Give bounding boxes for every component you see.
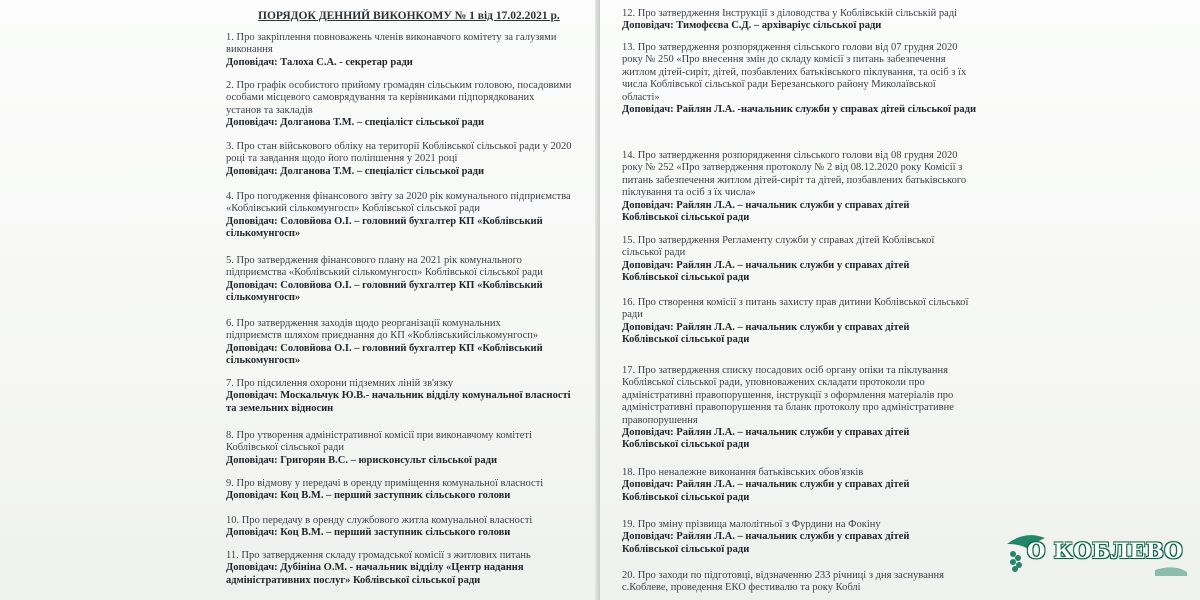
logo-text: О КОБЛЕВО bbox=[1027, 538, 1184, 563]
speaker-line: Доповідач: Райлян Л.А. – начальник служби у справах дітей bbox=[622, 531, 910, 543]
agenda-item bbox=[226, 191, 578, 241]
agenda-item-text: правопорушення bbox=[622, 414, 698, 426]
agenda-item-text: області» bbox=[622, 91, 660, 103]
agenda-item bbox=[226, 515, 578, 540]
agenda-item bbox=[622, 235, 990, 285]
agenda-item-text: 4. Про погодження фінансового звіту за 2020 рік комунального підприємства bbox=[226, 191, 571, 202]
speaker-line: адміністративних послуг» Коблівської сільської ради bbox=[226, 574, 481, 586]
agenda-item-text: 12. Про затвердження Інструкції з діловодства у Коблівській сільській раді bbox=[622, 8, 958, 19]
speaker-line: Доповідач: Соловйова О.І. – головний бухгалтер КП «Коблівський bbox=[226, 215, 543, 227]
agenda-item-text: питань забезпечення житлом дітей-сиріт та дітей, позбавлених батьківського bbox=[622, 174, 967, 186]
speaker-line: Доповідач: Соловйова О.І. – головний бухгалтер КП «Коблівський bbox=[226, 342, 543, 354]
agenda-item-text: житлом дітей-сиріт, дітей, позбавлених батьківського піклування, та осіб з їх bbox=[622, 66, 967, 78]
agenda-item-text: піклування та осіб з їх числа» bbox=[622, 187, 756, 199]
koblevo-logo bbox=[1005, 524, 1190, 576]
speaker-line: Доповідач: Райлян Л.А. – начальник служби у справах дітей bbox=[622, 321, 910, 333]
agenda-item-text: 19. Про зміну прізвища малолітньої з Фурдини на Фокіну bbox=[622, 519, 881, 530]
speaker-line: Доповідач: Долганова Т.М. – спеціаліст сільської ради bbox=[226, 165, 485, 177]
agenda-item bbox=[622, 42, 1012, 116]
speaker-line: Доповідач: Коц В.М. – перший заступник сільського голови bbox=[226, 490, 511, 502]
agenda-item bbox=[622, 365, 1012, 452]
speaker-line: Доповідач: Коц В.М. – перший заступник сільського голови bbox=[226, 527, 511, 539]
agenda-item bbox=[226, 32, 578, 69]
agenda-item-text: року № 250 «Про внесення змін до складу комісії з питань забезпечення bbox=[622, 54, 946, 66]
speaker-line: Доповідач: Долганова Т.М. – спеціаліст сільської ради bbox=[226, 117, 485, 129]
agenda-item-text: 14. Про затвердження розпорядження сільського голови від 08 грудня 2020 bbox=[622, 150, 958, 161]
speaker-line: Коблівської сільської ради bbox=[622, 543, 750, 555]
speaker-line: Доповідач: Талоха С.А. - секретар ради bbox=[226, 56, 413, 68]
agenda-item-text: адміністративні правопорушення, інструкції з оформлення матеріалів про bbox=[622, 389, 954, 401]
agenda-item-text: Коблівської сільської ради bbox=[226, 442, 344, 454]
speaker-line: Доповідач: Райлян Л.А. -начальник служби у справах дітей сільської ради bbox=[622, 104, 977, 116]
agenda-item-text: 13. Про затвердження розпорядження сільського голови від 07 грудня 2020 bbox=[622, 42, 958, 53]
agenda-item-text: підприємств шляхом приєднання до КП «Коблівськийсількомунгосп» bbox=[226, 330, 539, 342]
speaker-line: Коблівської сільської ради bbox=[622, 491, 750, 503]
agenda-item bbox=[226, 141, 578, 178]
agenda-item bbox=[226, 478, 578, 503]
agenda-item-text: ради bbox=[622, 309, 643, 321]
left-page bbox=[0, 0, 598, 600]
agenda-item bbox=[622, 8, 990, 33]
speaker-line: Доповідач: Григорян В.С. – юрисконсульт сільської ради bbox=[226, 454, 497, 466]
agenda-item-text: 16. Про створення комісії з питань захисту прав дитини Коблівської сільської bbox=[622, 297, 969, 308]
agenda-item-text: 1. Про закріплення повноважень членів виконавчого комітету за галузями bbox=[226, 32, 557, 43]
agenda-item bbox=[622, 467, 990, 504]
speaker-line: Доповідач: Москальчук Ю.В.- начальник відділу комунальної власності bbox=[226, 390, 571, 402]
right-page bbox=[600, 0, 1200, 600]
agenda-item-text: 18. Про неналежне виконання батьківських обов'язків bbox=[622, 467, 864, 478]
agenda-item-text: 8. Про утворення адміністративної комісії при виконавчому комітеті bbox=[226, 430, 532, 441]
speaker-line: сількомунгосп» bbox=[226, 292, 301, 304]
agenda-item-text: Коблівської сільської ради, уповноважених складати протоколи про bbox=[622, 377, 925, 389]
agenda-item-text: виконання bbox=[226, 44, 273, 56]
agenda-item bbox=[226, 255, 578, 305]
agenda-item bbox=[622, 519, 990, 556]
speaker-line: Доповідач: Дубініна О.М. - начальник відділу «Центр надання bbox=[226, 562, 524, 574]
agenda-item-text: адміністративні правопорушення та бланк протоколу про адміністративне bbox=[622, 402, 954, 414]
speaker-line: Коблівської сільської ради bbox=[622, 272, 750, 284]
agenda-item-text: 10. Про передачу в оренду службового житла комунальної власності bbox=[226, 515, 533, 526]
agenda-item bbox=[226, 318, 578, 368]
agenda-item bbox=[226, 378, 578, 415]
agenda-item-text: числа Коблівської сільської ради Березанського району Миколаївської bbox=[622, 79, 936, 91]
speaker-line: Доповідач: Райлян Л.А. – начальник служби у справах дітей bbox=[622, 479, 910, 491]
agenda-item-text: 15. Про затвердження Регламенту служби у справах дітей Коблівської bbox=[622, 235, 935, 246]
agenda-item-text: с.Коблеве, проведення ЕКО фестивалю та року Коблі bbox=[622, 582, 861, 594]
agenda-item-text: 20. Про заходи по підготовці, відзначенню 233 річниці з дня заснування bbox=[622, 570, 944, 581]
agenda-item bbox=[622, 297, 1012, 347]
speaker-line: Доповідач: Райлян Л.А. – начальник служби у справах дітей bbox=[622, 259, 910, 271]
agenda-item-text: 5. Про затвердження фінансового плану на 2021 рік комунального bbox=[226, 255, 522, 266]
agenda-item bbox=[622, 150, 1012, 224]
agenda-item-text: року № 252 «Про затвердження протоколу № 2 від 08.12.2020 року Комісії з bbox=[622, 162, 963, 174]
agenda-item-text: особами місцевого самоврядування та керівниками підпорядкованих bbox=[226, 92, 535, 104]
speaker-line: Доповідач: Райлян Л.А. – начальник служби у справах дітей bbox=[622, 427, 910, 439]
speaker-line: Доповідач: Тимофєєва С.Д. – архіваріус сільської ради bbox=[622, 20, 882, 32]
agenda-item-text: 3. Про стан військового обліку на території Коблівської сільської ради у 2020 bbox=[226, 141, 572, 152]
agenda-header: ПОРЯДОК ДЕННИЙ ВИКОНКОМУ № 1 від 17.02.2021 р. bbox=[258, 10, 560, 22]
speaker-line: сількомунгосп» bbox=[226, 355, 301, 367]
speaker-line: Доповідач: Соловйова О.І. – головний бухгалтер КП «Коблівський bbox=[226, 279, 543, 291]
agenda-item-text: році та завдання щодо його поліпшення у 2021 році bbox=[226, 153, 458, 165]
speaker-line: та земельних відносин bbox=[226, 402, 334, 414]
agenda-item bbox=[226, 430, 578, 467]
agenda-item-text: 7. Про підсилення охорони підземних ліній зв'язку bbox=[226, 378, 454, 389]
speaker-line: Коблівської сільської ради bbox=[622, 334, 750, 346]
agenda-item-text: 2. Про графік особистого прийому громадян сільським головою, посадовими bbox=[226, 80, 572, 91]
agenda-item-text: 9. Про відмову у передачі в оренду приміщення комунальної власності bbox=[226, 478, 544, 489]
agenda-item-text: сільської ради bbox=[622, 247, 686, 259]
agenda-item-text: установ та закладів bbox=[226, 104, 313, 116]
agenda-item-text: підприємства «Коблівський сількомунгосп» Коблівської сільської ради bbox=[226, 267, 543, 279]
agenda-item-text: 17. Про затвердження списку посадових осіб органу опіки та піклування bbox=[622, 365, 948, 376]
speaker-line: сількомунгосп» bbox=[226, 228, 301, 240]
agenda-item-text: 11. Про затвердження складу громадської комісії з житлових питань bbox=[226, 550, 531, 561]
agenda-item bbox=[226, 80, 578, 130]
agenda-item bbox=[226, 550, 578, 587]
agenda-item bbox=[622, 570, 1012, 595]
agenda-item-text: 6. Про затвердження заходів щодо реорганізації комунальних bbox=[226, 318, 501, 329]
speaker-line: Коблівської сільської ради bbox=[622, 212, 750, 224]
speaker-line: Коблівської сільської ради bbox=[622, 439, 750, 451]
speaker-line: Доповідач: Райлян Л.А. – начальник служби у справах дітей bbox=[622, 199, 910, 211]
agenda-item-text: «Коблівський сількомунгосп» Коблівської сільської ради bbox=[226, 203, 480, 215]
